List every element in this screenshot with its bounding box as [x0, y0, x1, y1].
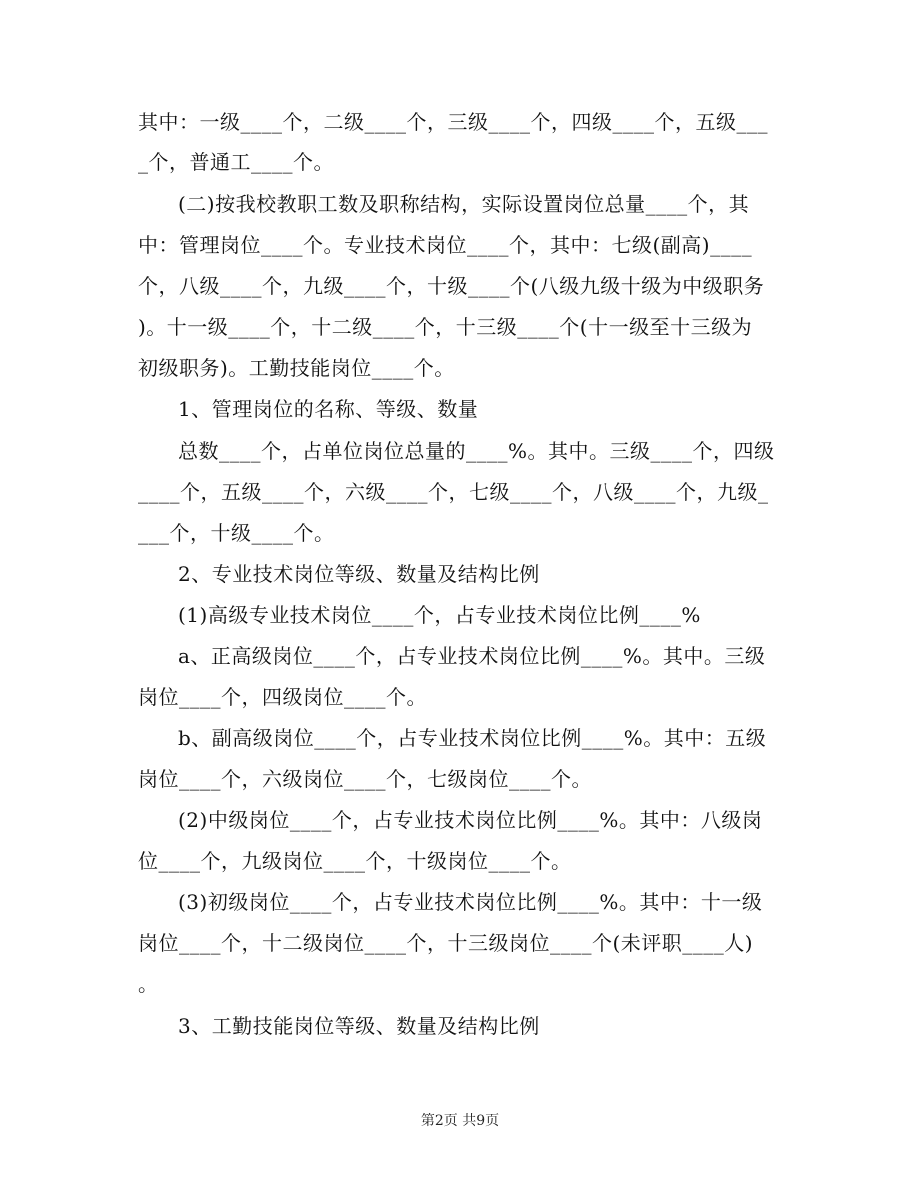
- text-line: ____个，五级____个，六级____个，七级____个，八级____个，九级_: [138, 480, 769, 504]
- text-line: (1)高级专业技术岗位____个，占专业技术岗位比例____%: [178, 603, 701, 627]
- text-line: 岗位____个，十二级岗位____个，十三级岗位____个(未评职____人): [138, 931, 754, 955]
- text-line: 个，八级____个，九级____个，十级____个(八级九级十级为中级职务: [138, 274, 765, 298]
- text-line: (3)初级岗位____个，占专业技术岗位比例____%。其中：十一级: [178, 890, 763, 914]
- text-line: (2)中级岗位____个，占专业技术岗位比例____%。其中：八级岗: [178, 808, 763, 832]
- text-line: )。十一级____个，十二级____个，十三级____个(十一级至十三级为: [138, 315, 753, 339]
- section-heading: 2、专业技术岗位等级、数量及结构比例: [178, 562, 540, 586]
- page-number: 第2页 共9页: [420, 1113, 500, 1129]
- section-heading: 3、工勤技能岗位等级、数量及结构比例: [178, 1014, 540, 1038]
- text-line: _个，普通工____个。: [138, 150, 334, 174]
- text-line: a、正高级岗位____个，占专业技术岗位比例____%。其中。三级: [178, 644, 766, 668]
- text-line: (二)按我校教职工数及职称结构，实际设置岗位总量____个，其: [178, 192, 750, 216]
- text-line: 。: [138, 972, 159, 996]
- text-line: 中：管理岗位____个。专业技术岗位____个，其中：七级(副高)____: [138, 233, 753, 257]
- text-line: b、副高级岗位____个，占专业技术岗位比例____%。其中：五级: [178, 726, 767, 750]
- section-heading: 1、管理岗位的名称、等级、数量: [178, 397, 479, 421]
- text-line: 总数____个，占单位岗位总量的____%。其中。三级____个，四级: [178, 439, 775, 463]
- text-line: 其中：一级____个，二级____个，三级____个，四级____个，五级___: [138, 110, 768, 134]
- text-line: ___个，十级____个。: [138, 521, 335, 545]
- text-line: 岗位____个，四级岗位____个。: [138, 685, 427, 709]
- text-line: 岗位____个，六级岗位____个，七级岗位____个。: [138, 767, 592, 791]
- text-line: 初级职务)。工勤技能岗位____个。: [138, 356, 455, 380]
- text-line: 位____个，九级岗位____个，十级岗位____个。: [138, 849, 572, 873]
